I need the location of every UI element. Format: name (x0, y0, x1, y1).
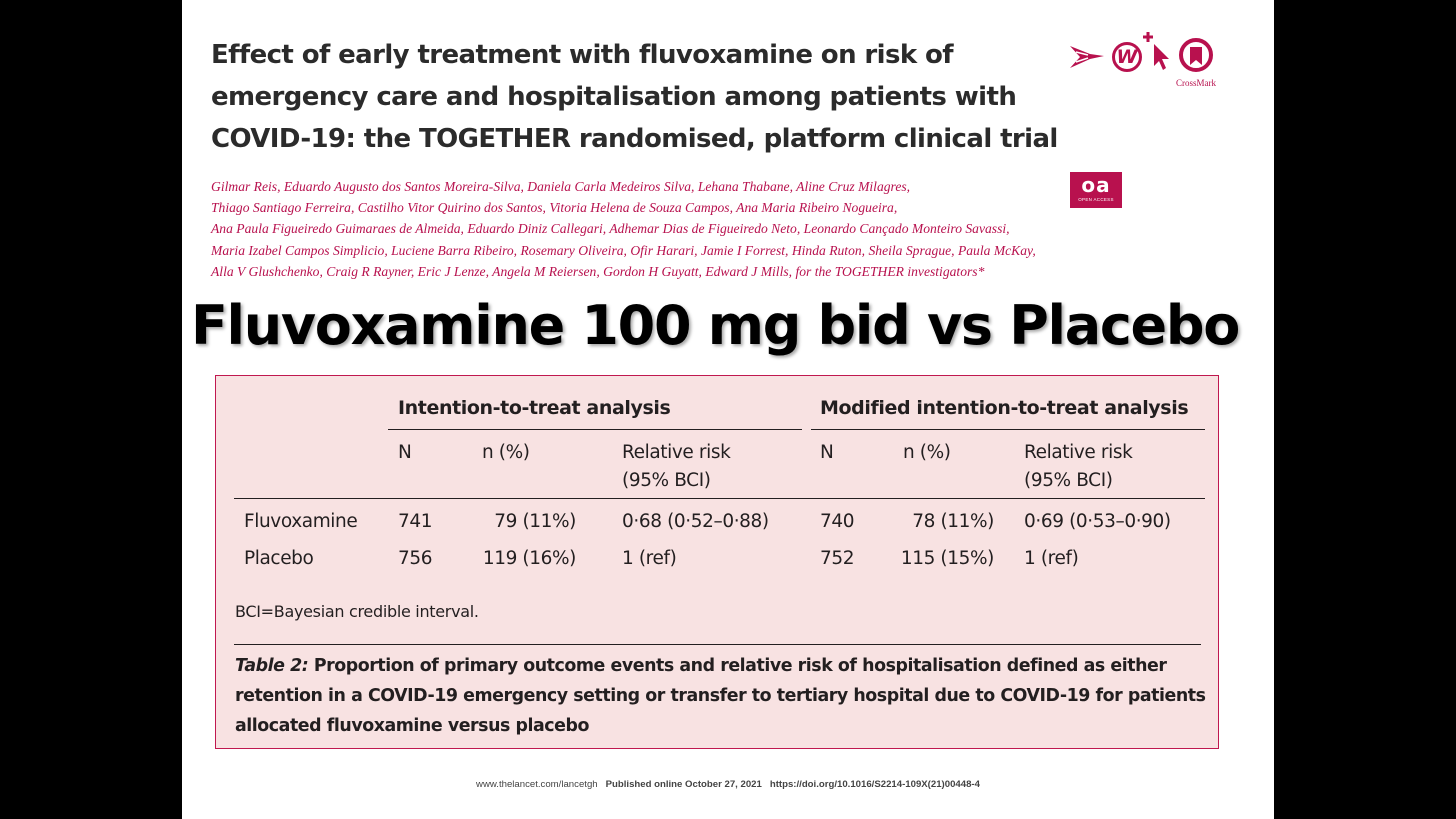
col-header-rr-ci: (95% BCI) (1024, 470, 1113, 491)
mitt-N: 752 (820, 548, 855, 569)
col-header-rr: Relative risk (622, 442, 731, 463)
footer-url: www.thelancet.com/lancetgh (476, 779, 598, 790)
author-line: Thiago Santiago Ferreira, Castilho Vitor Quirino dos Santos, Vitoria Helena de Souza Campos, Ana Maria Ribeiro Nogueira, (211, 200, 898, 216)
itt-rr: 0·68 (0·52–0·88) (622, 511, 769, 532)
caption-line: retention in a COVID-19 emergency setting or transfer to tertiary hospital due to COVID-19 for patients (235, 686, 1206, 706)
mitt-n-pct: 115 (15%) (900, 548, 994, 569)
cursor-icon (1142, 30, 1172, 72)
crossmark-logo (1176, 38, 1216, 88)
slide (182, 0, 1274, 819)
caption-line (235, 651, 1205, 681)
title-line: Effect of early treatment with fluvoxamine on risk of (211, 40, 953, 70)
itt-N: 741 (398, 511, 433, 532)
oa-subtext: OPEN ACCESS (1078, 197, 1114, 202)
mitt-group-header: Modified intention-to-treat analysis (820, 397, 1189, 419)
itt-n-pct: 119 (16%) (482, 548, 576, 569)
journal-logos (1068, 30, 1228, 86)
group-rule (811, 429, 1205, 430)
col-header-rr-ci: (95% BCI) (622, 470, 711, 491)
open-access-badge (1070, 172, 1122, 208)
mitt-rr: 0·69 (0·53–0·90) (1024, 511, 1171, 532)
itt-group-header: Intention-to-treat analysis (398, 397, 671, 419)
lancet-arrow-icon (1068, 42, 1106, 72)
header-rule (234, 498, 1205, 499)
slide-heading: Fluvoxamine 100 mg bid vs Placebo (190, 294, 1240, 357)
author-line: Gilmar Reis, Eduardo Augusto dos Santos Moreira-Silva, Daniela Carla Medeiros Silva, Lehana Thabane, Aline Cruz Milagres, (211, 179, 911, 194)
table-caption (235, 651, 1205, 741)
col-header-rr: Relative risk (1024, 442, 1133, 463)
author-line: Ana Paula Figueiredo Guimaraes de Almeida, Eduardo Diniz Callegari, Adhemar Dias de Figueiredo Neto, Leonardo Cançado Monteiro Savassi, (211, 221, 1010, 237)
mitt-N: 740 (820, 511, 855, 532)
results-table (215, 375, 1219, 749)
caption-rule (234, 644, 1201, 645)
footer-published: Published online October 27, 2021 (605, 779, 762, 790)
row-label-fluvoxamine: Fluvoxamine (244, 511, 358, 532)
caption-label: Table 2: (235, 656, 309, 676)
mitt-rr: 1 (ref) (1024, 548, 1079, 569)
col-header-N: N (398, 442, 412, 463)
author-line: Maria Izabel Campos Simplicio, Luciene Barra Ribeiro, Rosemary Oliveira, Ofir Harari, Jamie I Forrest, Hinda Ruton, Sheila Sprague, Paula McKay, (211, 242, 1036, 258)
author-line: Alla V Glushchenko, Craig R Rayner, Eric J Lenze, Angela M Reiersen, Gordon H Guyatt, Edward J Mills, for the TOGETHER investigators* (211, 263, 985, 279)
table-footnote: BCI=Bayesian credible interval. (235, 602, 479, 621)
paper-title (211, 34, 1071, 160)
web-icon: W (1112, 42, 1142, 72)
author-list (211, 176, 1071, 282)
oa-text: oa (1081, 173, 1111, 197)
crossmark-icon (1179, 38, 1213, 72)
mitt-n-pct: 78 (11%) (912, 511, 994, 532)
itt-rr: 1 (ref) (622, 548, 677, 569)
group-rule (388, 429, 802, 430)
caption-text: Proportion of primary outcome events and relative risk of hospitalisation defined as either (308, 656, 1167, 676)
itt-n-pct: 79 (11%) (494, 511, 576, 532)
row-label-placebo: Placebo (244, 548, 314, 569)
col-header-n-pct: n (%) (903, 442, 951, 463)
caption-line: allocated fluvoxamine versus placebo (235, 716, 590, 736)
col-header-n-pct: n (%) (482, 442, 530, 463)
page-footer (182, 777, 1274, 793)
title-line: emergency care and hospitalisation among patients with (211, 82, 1017, 112)
title-line: COVID-19: the TOGETHER randomised, platform clinical trial (211, 124, 1058, 154)
crossmark-label: CrossMark (1176, 78, 1216, 88)
col-header-N: N (820, 442, 834, 463)
itt-N: 756 (398, 548, 433, 569)
footer-doi: https://doi.org/10.1016/S2214-109X(21)00448-4 (769, 779, 980, 790)
